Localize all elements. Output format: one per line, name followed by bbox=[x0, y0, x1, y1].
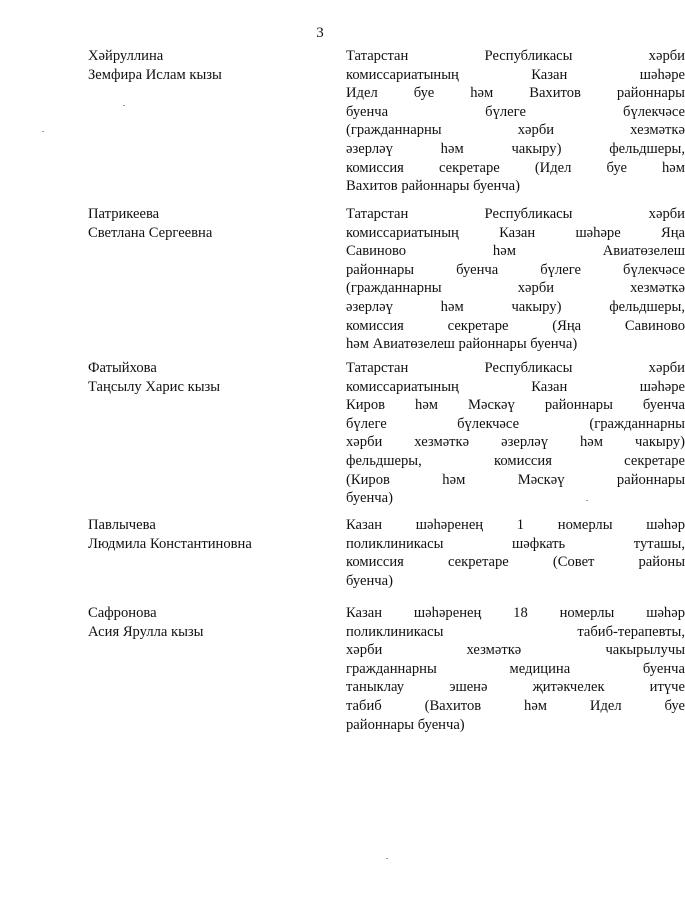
position-line: районнары буенча) bbox=[346, 716, 465, 733]
position-line: комиссариатының Казан шәһәре bbox=[346, 378, 685, 395]
position-line: Вахитов районнары буенча) bbox=[346, 178, 521, 195]
position-line: комиссия секретаре (Яңа Савиново bbox=[346, 317, 685, 334]
member-given-name: Людмила Константиновна bbox=[88, 535, 252, 552]
position-line: фельдшеры, комиссия секретаре bbox=[346, 452, 685, 469]
member-position bbox=[346, 47, 685, 196]
member-given-name: Светлана Сергеевна bbox=[88, 224, 213, 241]
position-line: буенча) bbox=[346, 490, 393, 507]
member-surname: Патрикеева bbox=[88, 206, 160, 222]
position-line: Савиново һәм Авиатөзелеш bbox=[346, 243, 685, 260]
position-line: Идел буе һәм Вахитов районнары bbox=[346, 85, 685, 102]
position-line: Татарстан Республикасы хәрби bbox=[346, 206, 685, 222]
member-name bbox=[88, 205, 318, 242]
position-line: комиссия секретаре (Совет районы bbox=[346, 554, 685, 571]
position-line: бүлеге бүлекчәсе (гражданнарны bbox=[346, 415, 685, 432]
position-line: Киров һәм Мәскәү районнары буенча bbox=[346, 397, 685, 414]
position-line: (гражданнарны хәрби хезмәткә bbox=[346, 122, 685, 139]
position-line: гражданнарны медицина буенча bbox=[346, 660, 685, 677]
scan-speck bbox=[386, 858, 388, 859]
member-surname: Павлычева bbox=[88, 517, 156, 533]
position-line: таныклау эшенә җитәкчелек итүче bbox=[346, 679, 685, 696]
member-given-name: Асия Ярулла кызы bbox=[88, 623, 204, 640]
position-line: поликлиникасы табиб-терапевты, bbox=[346, 623, 685, 640]
member-position bbox=[346, 604, 685, 734]
scan-speck bbox=[123, 105, 125, 106]
scan-speck bbox=[586, 500, 588, 501]
position-line: районнары буенча бүлеге бүлекчәсе bbox=[346, 261, 685, 278]
position-line: Татарстан Республикасы хәрби bbox=[346, 360, 685, 376]
member-position bbox=[346, 516, 685, 590]
position-line: комиссариатының Казан шәһәре bbox=[346, 66, 685, 83]
member-surname: Хәйруллина bbox=[88, 48, 164, 64]
member-name bbox=[88, 516, 318, 553]
member-name bbox=[88, 604, 318, 641]
position-line: Казан шәһәренең 1 номерлы шәһәр bbox=[346, 517, 685, 533]
position-line: комиссия секретаре (Идел буе һәм bbox=[346, 159, 685, 176]
position-line: һәм Авиатөзелеш районнары буенча) bbox=[346, 336, 578, 353]
position-line: поликлиникасы шәфкать туташы, bbox=[346, 535, 685, 552]
page-number: 3 bbox=[316, 25, 324, 41]
member-name bbox=[88, 359, 318, 396]
position-line: әзерләү һәм чакыру) фельдшеры, bbox=[346, 140, 685, 157]
position-line: (гражданнарны хәрби хезмәткә bbox=[346, 280, 685, 297]
member-surname: Сафронова bbox=[88, 605, 157, 621]
position-line: буенча) bbox=[346, 572, 393, 589]
position-line: табиб (Вахитов һәм Идел буе bbox=[346, 697, 685, 714]
scan-speck bbox=[42, 131, 44, 132]
member-position bbox=[346, 205, 685, 354]
position-line: комиссариатының Казан шәһәре Яңа bbox=[346, 224, 685, 241]
position-line: (Киров һәм Мәскәү районнары bbox=[346, 471, 685, 488]
position-line: хәрби хезмәткә чакырылучы bbox=[346, 642, 685, 659]
position-line: Казан шәһәренең 18 номерлы шәһәр bbox=[346, 605, 685, 621]
position-line: әзерләү һәм чакыру) фельдшеры, bbox=[346, 298, 685, 315]
member-given-name: Земфира Ислам кызы bbox=[88, 66, 222, 83]
member-surname: Фатыйхова bbox=[88, 360, 157, 376]
member-name bbox=[88, 47, 318, 84]
position-line: Татарстан Республикасы хәрби bbox=[346, 48, 685, 64]
member-position bbox=[346, 359, 685, 508]
position-line: хәрби хезмәткә әзерләү һәм чакыру) bbox=[346, 434, 685, 451]
member-given-name: Таңсылу Харис кызы bbox=[88, 378, 221, 395]
position-line: буенча бүлеге бүлекчәсе bbox=[346, 103, 685, 120]
